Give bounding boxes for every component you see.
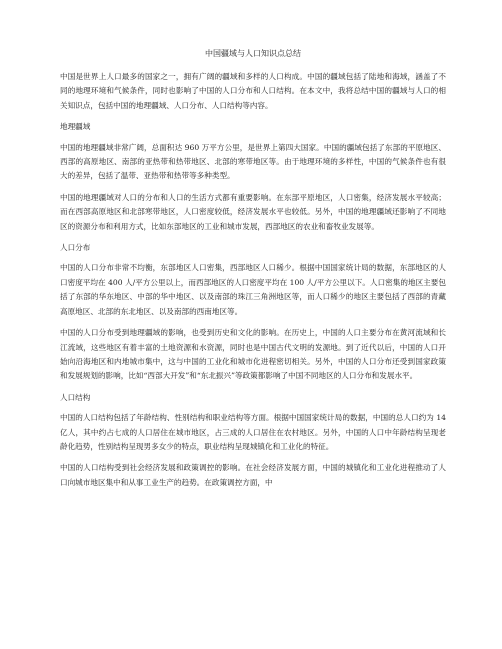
paragraph: 中国的人口结构包括了年龄结构、性别结构和职业结构等方面。根据中国国家统计局的数据，中国的总人口约为 14 亿人，其中约占七成的人口居住在城市地区，占三成的人口居住在农村地区。另外，中国的人口中年龄结构呈现老龄化趋势，性别结构呈现男多女少的特点，职业结构呈现城镇化和工业化的特征。: [60, 413, 446, 451]
section-heading-structure: 人口结构: [60, 392, 91, 402]
document-title: 中国疆域与人口知识点总结: [205, 49, 301, 58]
paragraph: 中国的人口分布受到地理疆域的影响，也受到历史和文化的影响。在历史上，中国的人口主要分布在黄河流域和长江流域，这些地区有着丰富的土地资源和水资源，同时也是中国古代文明的发源地。到了近代以后，中国的人口开始向沿海地区和内地城市集中，这与中国的工业化和城市化进程密切相关。另外，中国的人口分布还受到国家政策和发展规划的影响，比如“西部大开发”和“东北振兴”等政策都影响了中国不同地区的人口分布和发展水平。: [60, 328, 446, 381]
paragraph: 中国的地理疆域非常广阔，总面积达 960 万平方公里，是世界上第四大国家。中国的疆域包括了东部的平原地区、西部的高原地区、南部的亚热带和热带地区、北部的寒带地区等。由于地理环境的多样性，中国的气候条件也有很大的差异，包括了温带、亚热带和热带等多种类型。: [60, 142, 446, 181]
paragraph: 中国的地理疆域对人口的分布和人口的生活方式都有重要影响。在东部平原地区，人口密集，经济发展水平较高；而在西部高原地区和北部寒带地区，人口密度较低，经济发展水平也较低。另外，中国的地理疆域还影响了不同地区的资源分布和利用方式，比如东部地区的工业和城市发展，西部地区的农业和畜牧业发展等。: [60, 192, 446, 231]
intro-paragraph: 中国是世界上人口最多的国家之一，拥有广阔的疆域和多样的人口构成。中国的疆域包括了陆地和海域，涵盖了不同的地理环境和气候条件，同时也影响了中国的人口分布和人口结构。在本文中，我将总结中国的疆域与人口的相关知识点，包括中国的地理疆域、人口分布、人口结构等内容。: [60, 72, 446, 110]
paragraph: 中国的人口分布非常不均衡，东部地区人口密集，西部地区人口稀少。根据中国国家统计局的数据，东部地区的人口密度平均在 400 人/平方公里以上，而西部地区的人口密度平均在 100 人/平方公里以下。人口密集的地区主要包括了东部的华东地区、中部的华中地区、以及南部的珠江三角洲地区等，而人口稀少的地区主要包括了西部的青藏高原地区、北部的东北地区、以及南部的西南地区等。: [60, 263, 446, 316]
section-heading-territory: 地理疆域: [60, 122, 91, 132]
paragraph: 中国的人口结构受到社会经济发展和政策调控的影响。在社会经济发展方面，中国的城镇化和工业化进程推动了人口向城市地区集中和从事工业生产的趋势。在政策调控方面，中: [60, 463, 446, 487]
section-heading-distribution: 人口分布: [60, 243, 91, 253]
